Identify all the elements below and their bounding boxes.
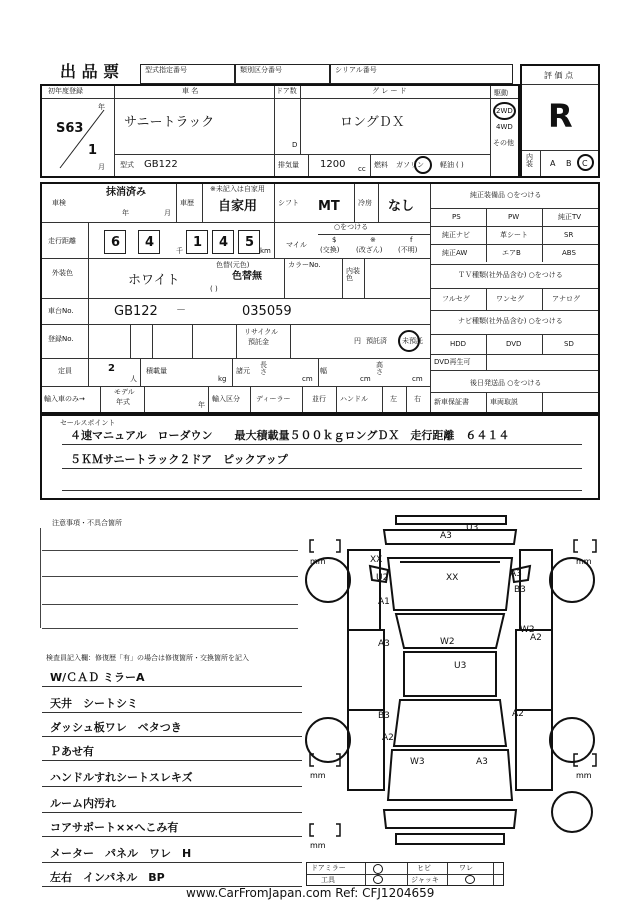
import-dealer: ディーラー bbox=[256, 395, 291, 403]
car-damage-diagram bbox=[300, 510, 600, 882]
meter-opt3-b: (不明) bbox=[398, 246, 418, 254]
damage-label: A2 bbox=[512, 709, 524, 719]
interior-c: C bbox=[582, 159, 588, 168]
width-unit: cm bbox=[360, 375, 371, 383]
reg-era: S63 bbox=[56, 121, 84, 136]
height-label: 高さ bbox=[376, 361, 383, 376]
repaint-value: 色替無 bbox=[232, 271, 262, 282]
shaken-month: 月 bbox=[164, 209, 171, 217]
import-year-suffix: 年 bbox=[198, 401, 205, 409]
mm-label-3: mm bbox=[310, 771, 326, 780]
ac-value: なし bbox=[388, 199, 415, 214]
inspector-item: ダッシュ板ワレ ベタつき bbox=[50, 721, 182, 734]
recycle-status-2: 未預託 bbox=[402, 337, 423, 345]
drive-2wd-circle bbox=[493, 102, 516, 120]
reg-month: 1 bbox=[88, 143, 98, 158]
inspector-item: ハンドルすれシートスレキズ bbox=[50, 771, 193, 784]
inspector-item-line bbox=[42, 760, 302, 761]
tv-oneseg: ワンセグ bbox=[496, 295, 524, 303]
chassis-label: 車台No. bbox=[48, 307, 74, 315]
color-no-label: カラーNo. bbox=[288, 261, 321, 269]
navi-hdd: HDD bbox=[450, 340, 467, 348]
inspector-item: メーター パネル ワレ H bbox=[50, 847, 192, 860]
inspector-item-line bbox=[42, 786, 302, 787]
damage-label: W2 bbox=[520, 625, 535, 635]
inspector-label: 検査員記入欄：修復歴「有」の場合は修復箇所・交換箇所を記入 bbox=[46, 654, 249, 662]
dims-label: 諸元 bbox=[236, 367, 250, 375]
evaluation-box bbox=[520, 64, 600, 178]
drive-2wd: 2WD bbox=[496, 107, 513, 115]
damage-label: A3 bbox=[378, 639, 390, 649]
inspector-item-line bbox=[42, 686, 302, 687]
serial-label: シリアル番号 bbox=[335, 66, 377, 74]
tv-analog: アナログ bbox=[552, 295, 580, 303]
navi-title: ナビ種類(社外品含む) ○をつける bbox=[458, 317, 563, 325]
doc-title: 出 品 票 bbox=[60, 62, 120, 81]
model-year-label-1: モデル bbox=[114, 388, 135, 396]
navi-sd: SD bbox=[564, 340, 574, 348]
damage-label: B3 bbox=[514, 585, 526, 595]
drive-label: 駆動 bbox=[494, 89, 508, 97]
mm-label-5: mm bbox=[310, 841, 326, 850]
drive-4wd: 4WD bbox=[496, 123, 513, 131]
displacement-unit: cc bbox=[358, 165, 366, 173]
legend-door-mirror: ドアミラー bbox=[311, 864, 346, 872]
damage-label: W3 bbox=[410, 757, 425, 767]
load-unit: kg bbox=[218, 375, 227, 383]
recycle-status-circle bbox=[398, 330, 420, 352]
shift-label: シフト bbox=[278, 199, 299, 207]
damage-label: A2 bbox=[382, 733, 394, 743]
inspector-item-line bbox=[42, 712, 302, 713]
repaint-label: 色替(元色) bbox=[216, 261, 250, 269]
sales-point-line-2: ５ＫＭサニートラック２ドア ピックアップ bbox=[70, 453, 288, 466]
inspector-item: Ｐあせ有 bbox=[50, 745, 94, 758]
watermark: www.CarFromJapan.com Ref: CFJ1204659 bbox=[186, 886, 435, 900]
vehicle-info-box bbox=[40, 84, 520, 178]
inspector-item: コアサポート××へこみ有 bbox=[50, 821, 179, 834]
equip-genuine-tv: 純正TV bbox=[558, 213, 582, 221]
later-manual: 車両取説 bbox=[490, 398, 518, 406]
damage-label: XX bbox=[446, 573, 459, 583]
mm-label-4: mm bbox=[576, 771, 592, 780]
length-label: 長さ bbox=[260, 361, 267, 376]
legend-mark-3 bbox=[465, 875, 475, 884]
chassis-dash: － bbox=[176, 305, 186, 316]
interior-grade-label: 内装 bbox=[526, 153, 533, 168]
equip-leather-seat: 革シート bbox=[500, 231, 528, 239]
displacement-label: 排気量 bbox=[278, 161, 299, 169]
mileage-digit: 4 bbox=[145, 235, 155, 250]
inspector-item: W/ＣＡＤ ミラーA bbox=[50, 671, 145, 684]
capacity-unit: 人 bbox=[130, 375, 137, 383]
fuel-gasoline: ガソリン bbox=[396, 161, 424, 169]
mileage-digit: 1 bbox=[193, 235, 203, 250]
chassis-prefix: GB122 bbox=[114, 304, 158, 319]
inspection-box bbox=[40, 182, 600, 414]
import-type-label: 輸入区分 bbox=[212, 395, 240, 403]
interior-color-label: 内装色 bbox=[346, 267, 360, 282]
mileage-digit-cell bbox=[104, 230, 126, 254]
mileage-km: km bbox=[260, 247, 271, 255]
equip-abs: ABS bbox=[562, 249, 576, 257]
mileage-digit: 4 bbox=[219, 235, 229, 250]
inspector-item-line bbox=[42, 836, 302, 837]
doors-label: ドア数 bbox=[276, 87, 297, 95]
mileage-digit: 6 bbox=[111, 235, 121, 250]
model-code-label: 型式指定番号 bbox=[145, 66, 187, 74]
mileage-digit-cell bbox=[186, 230, 208, 254]
handle-right: 右 bbox=[414, 395, 421, 403]
legend-mark-2 bbox=[373, 875, 383, 884]
mm-label-2: mm bbox=[576, 557, 592, 566]
shaken-value: 抹消済み bbox=[106, 187, 146, 198]
genuine-grid bbox=[430, 208, 598, 262]
damage-label: A3 bbox=[510, 569, 522, 579]
doors-value: D bbox=[292, 141, 298, 149]
legend-box bbox=[306, 862, 504, 886]
handle-left: 左 bbox=[390, 395, 397, 403]
mileage-digit-cell bbox=[212, 230, 234, 254]
meter-circle-note: ○をつける bbox=[334, 223, 369, 231]
color-value: ホワイト bbox=[128, 273, 180, 288]
interior-c-circle bbox=[577, 154, 594, 171]
legend-crack: ワレ bbox=[459, 864, 473, 872]
later-warranty: 新車保証書 bbox=[434, 398, 469, 406]
car-name-label: 車 名 bbox=[182, 87, 199, 95]
width-label: 幅 bbox=[320, 367, 327, 375]
model-value: GB122 bbox=[144, 159, 178, 170]
grade-label: グ レ ー ド bbox=[372, 87, 407, 95]
mileage-digit-cell bbox=[238, 230, 260, 254]
inspector-item-line bbox=[42, 862, 302, 863]
shaken-year: 年 bbox=[122, 209, 129, 217]
equip-pw: PW bbox=[508, 213, 520, 221]
length-unit: cm bbox=[302, 375, 313, 383]
equip-airbag: エアB bbox=[502, 249, 521, 257]
notes-label: 注意事項・不具合箇所 bbox=[52, 519, 122, 527]
inspector-item-line bbox=[42, 812, 302, 813]
equip-sr: SR bbox=[564, 231, 574, 239]
meter-label: マイル bbox=[286, 241, 307, 249]
meter-opt1-b: (交換) bbox=[320, 246, 340, 254]
damage-label: XX bbox=[370, 555, 383, 565]
mileage-thousand: 千 bbox=[176, 247, 183, 255]
equipment-panel bbox=[430, 184, 598, 412]
legend-mark-1 bbox=[373, 864, 383, 874]
mileage-label: 走行距離 bbox=[48, 237, 76, 245]
usage-label: 車歴 bbox=[180, 199, 194, 207]
damage-label: U3 bbox=[466, 523, 479, 533]
notes-area bbox=[40, 528, 303, 628]
inspector-item: 左右 インパネル BP bbox=[50, 871, 165, 884]
displacement-value: 1200 bbox=[320, 159, 346, 170]
interior-b: B bbox=[566, 159, 572, 168]
repaint-paren: ( ) bbox=[210, 285, 218, 293]
recycle-yen: 円 bbox=[354, 337, 361, 345]
recycle-label-2: 預託金 bbox=[248, 338, 269, 346]
import-label: 輸入車のみ→ bbox=[44, 395, 85, 403]
serial-box bbox=[330, 64, 513, 84]
fuel-paren: ( ) bbox=[456, 161, 464, 169]
shaken-label: 車検 bbox=[52, 199, 66, 207]
reg-month-suffix: 月 bbox=[98, 163, 105, 171]
import-parallel: 並行 bbox=[312, 395, 326, 403]
reg-year-suffix: 年 bbox=[98, 103, 105, 111]
sales-point-label: セールスポイント bbox=[60, 419, 116, 427]
mm-label-1: mm bbox=[310, 557, 326, 566]
ac-label: 冷房 bbox=[358, 199, 372, 207]
fuel-gasoline-circle bbox=[414, 156, 432, 174]
interior-a: A bbox=[550, 159, 556, 168]
equip-genuine-aw: 純正AW bbox=[442, 249, 468, 257]
damage-label: A1 bbox=[378, 597, 390, 607]
sales-point-box bbox=[40, 414, 600, 500]
tv-title: ＴＶ種類(社外品含む) ○をつける bbox=[458, 271, 563, 279]
grade-value: ロングＤＸ bbox=[340, 115, 405, 130]
later-title: 後日発送品 ○をつける bbox=[470, 379, 542, 387]
inspector-item: 天井 シートシミ bbox=[50, 697, 138, 710]
car-name: サニートラック bbox=[124, 115, 215, 130]
drive-other: その他 bbox=[493, 139, 514, 147]
legend-tools: 工具 bbox=[321, 876, 335, 884]
meter-opt3-a: f bbox=[410, 236, 413, 244]
eval-label: 評 価 点 bbox=[544, 71, 574, 80]
sales-point-line-1: ４速マニュアル ローダウン 最大積載量５００ｋｇロングＤＸ 走行距離 ６４１４ bbox=[70, 429, 510, 442]
shift-value: MT bbox=[318, 199, 340, 214]
fuel-label: 燃料 bbox=[374, 161, 388, 169]
usage-value: 自家用 bbox=[218, 199, 258, 214]
reg-no-label: 登録No. bbox=[48, 335, 74, 343]
fuel-diesel: 軽油 bbox=[440, 161, 454, 169]
dvd-playback-label: DVD再生可 bbox=[434, 358, 471, 366]
damage-label: U3 bbox=[454, 661, 467, 671]
category-label: 類別区分番号 bbox=[240, 66, 282, 74]
height-unit: cm bbox=[412, 375, 423, 383]
damage-label: A3 bbox=[440, 531, 452, 541]
model-year-label-2: 年式 bbox=[116, 398, 130, 406]
meter-opt2-b: (改ざん) bbox=[356, 246, 383, 254]
damage-label: B3 bbox=[378, 711, 390, 721]
capacity-label: 定員 bbox=[58, 367, 72, 375]
inspector-item: ルーム内汚れ bbox=[50, 797, 116, 810]
first-reg-label: 初年度登録 bbox=[48, 87, 83, 95]
mileage-digit: 5 bbox=[245, 235, 255, 250]
legend-jack: ジャッキ bbox=[411, 876, 439, 884]
model-label: 型式 bbox=[120, 161, 134, 169]
navi-dvd: DVD bbox=[506, 340, 522, 348]
eval-score: R bbox=[548, 97, 573, 135]
meter-opt1-a: $ bbox=[332, 236, 337, 244]
damage-label: W2 bbox=[440, 637, 455, 647]
genuine-title: 純正装備品 ○をつける bbox=[470, 191, 542, 199]
chassis-number: 035059 bbox=[242, 304, 292, 319]
recycle-label-1: リサイクル bbox=[244, 328, 279, 336]
mileage-digit-cell bbox=[138, 230, 160, 254]
equip-ps: PS bbox=[452, 213, 461, 221]
tv-fullseg: フルセグ bbox=[442, 295, 470, 303]
meter-opt2-a: ※ bbox=[370, 236, 376, 244]
damage-label: U2 bbox=[376, 573, 389, 583]
damage-label: A2 bbox=[530, 633, 542, 643]
model-code-box bbox=[140, 64, 235, 84]
inspector-item-line bbox=[42, 736, 302, 737]
equip-genuine-navi: 純正ナビ bbox=[442, 231, 470, 239]
capacity-value: 2 bbox=[108, 363, 115, 374]
load-label: 積載量 bbox=[146, 367, 167, 375]
handle-label: ハンドル bbox=[340, 395, 368, 403]
color-label: 外装色 bbox=[52, 269, 73, 277]
legend-scratch: ヒビ bbox=[417, 864, 431, 872]
category-box bbox=[235, 64, 330, 84]
recycle-status-1: 預託済 bbox=[366, 337, 387, 345]
usage-note: ※未記入は自家用 bbox=[210, 185, 265, 193]
damage-label: A3 bbox=[476, 757, 488, 767]
